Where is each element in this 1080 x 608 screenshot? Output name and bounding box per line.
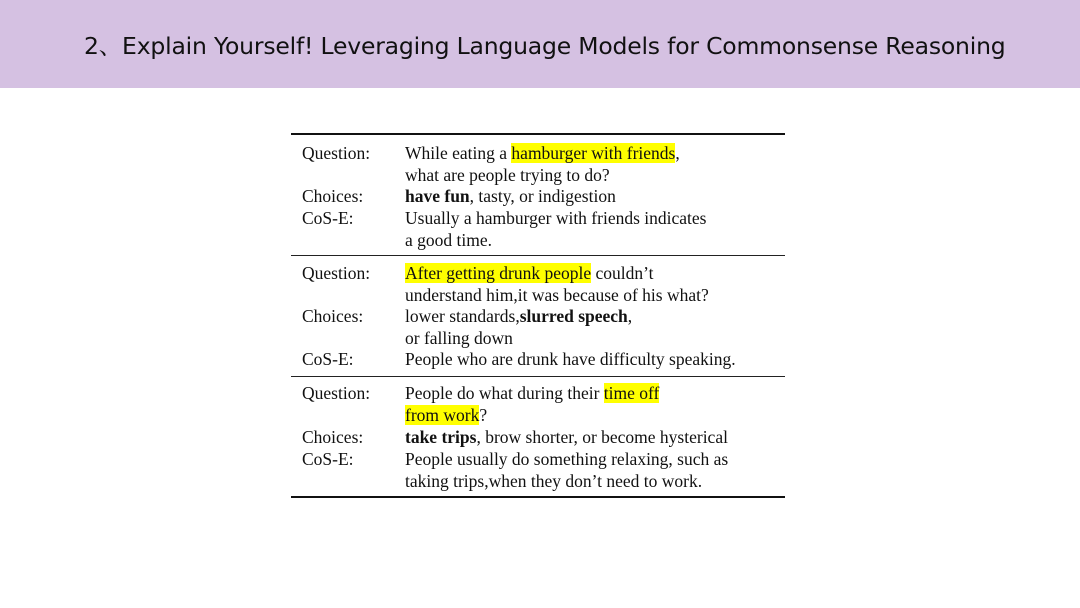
question-label: Question: — [302, 383, 371, 403]
choices-label: Choices: — [302, 306, 364, 326]
correct-choice: slurred speech — [519, 306, 628, 326]
cose-label: CoS-E: — [302, 449, 354, 469]
title-bar — [0, 0, 1080, 88]
choices-text: take trips, brow shorter, or become hysterical — [405, 427, 728, 447]
question-text: While eating a hamburger with friends, — [405, 143, 680, 163]
cose-text: People who are drunk have difficulty speaking. — [405, 349, 736, 369]
highlight: After getting drunk people — [405, 263, 592, 283]
highlight: time off — [603, 383, 660, 403]
cose-text-continued: taking trips,when they don’t need to work. — [405, 471, 703, 491]
cose-label: CoS-E: — [302, 208, 354, 228]
example-row — [291, 377, 785, 498]
correct-choice: have fun — [405, 186, 470, 206]
choices-text: lower standards,slurred speech, — [405, 306, 633, 326]
question-label: Question: — [302, 263, 371, 283]
question-text: After getting drunk people couldn’t — [405, 263, 654, 283]
choices-text: have fun, tasty, or indigestion — [405, 186, 616, 206]
choices-label: Choices: — [302, 427, 364, 447]
choices-label: Choices: — [302, 186, 364, 206]
question-text: People do what during their time off — [405, 383, 660, 403]
slide-title: 2、Explain Yourself! Leveraging Language Models for Commonsense Reasoning — [84, 32, 1006, 60]
correct-choice: take trips — [405, 427, 477, 447]
question-text-continued: from work? — [405, 405, 488, 425]
example-row — [291, 133, 785, 256]
example-row — [291, 256, 785, 377]
highlight: hamburger with friends — [511, 143, 676, 163]
question-text-continued: understand him,it was because of his what? — [405, 285, 709, 305]
cose-text-continued: a good time. — [405, 230, 492, 250]
cose-text: Usually a hamburger with friends indicates — [405, 208, 707, 228]
choices-text-continued: or falling down — [405, 328, 513, 348]
cose-text: People usually do something relaxing, such as — [405, 449, 729, 469]
question-text-continued: what are people trying to do? — [405, 165, 610, 185]
cose-label: CoS-E: — [302, 349, 354, 369]
highlight: from work — [405, 405, 480, 425]
cose-examples-table — [291, 133, 785, 498]
question-label: Question: — [302, 143, 371, 163]
